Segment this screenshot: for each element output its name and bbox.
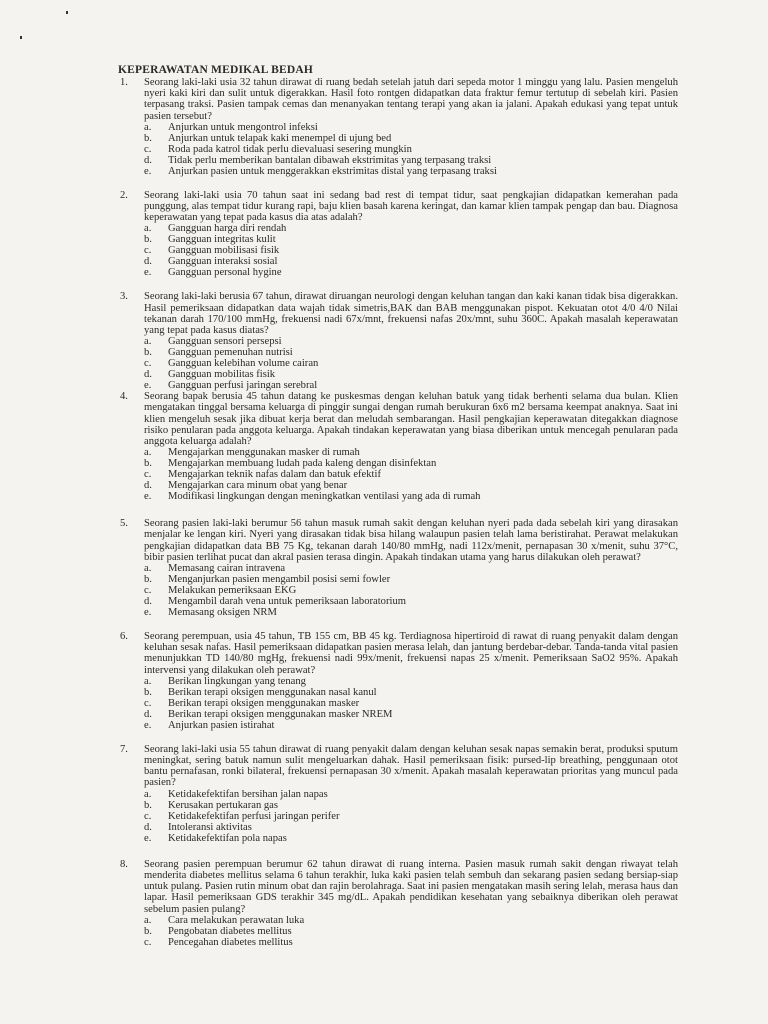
option-letter: c. bbox=[144, 585, 152, 597]
option-letter: e. bbox=[144, 491, 152, 503]
option-text: Mengajarkan teknik nafas dalam dan batuk efektif bbox=[168, 469, 381, 481]
option-letter: a. bbox=[144, 788, 152, 800]
option-letter: b. bbox=[144, 686, 152, 698]
question-text: Seorang bapak berusia 45 tahun datang ke puskesmas dengan keluhan batuk yang tidak berhenti selama dua bulan. Klien mengatakan tinggal bersama keluarga di pinggir sungai dengan rumah berukuran 6x6 m2 bersama keempat anaknya. Saat ini klien mengeluh sesak jika dibuat kerja berat dan meludah sembarangan. Hasil pengkajian keperawatan ditegakkan diagnose risiko penularan pada anggota keluarga. Apakah tindakan keperawatan yang biasa diberikan untuk mencegah penularan pada anggota keluarga adalah? bbox=[144, 391, 678, 448]
option-e bbox=[144, 380, 678, 391]
option-text: Gangguan perfusi jaringan serebral bbox=[168, 380, 318, 392]
option-c bbox=[144, 937, 678, 948]
option-text: Kerusakan pertukaran gas bbox=[168, 799, 279, 811]
question-number: 5. bbox=[120, 518, 128, 530]
option-text: Anjurkan pasien untuk menggerakkan ekstrimitas distal yang terpasang traksi bbox=[168, 165, 497, 177]
option-letter: d. bbox=[144, 480, 152, 492]
option-text: Melakukan pemeriksaan EKG bbox=[168, 585, 297, 597]
option-a bbox=[144, 676, 678, 687]
option-d bbox=[144, 480, 678, 491]
option-b bbox=[144, 800, 678, 811]
option-letter: e. bbox=[144, 832, 152, 844]
option-text: Mengajarkan membuang ludah pada kaleng dengan disinfektan bbox=[168, 458, 437, 470]
option-text: Gangguan interaksi sosial bbox=[168, 256, 278, 268]
option-b bbox=[144, 133, 678, 144]
option-e bbox=[144, 491, 678, 502]
option-letter: b. bbox=[144, 925, 152, 937]
option-text: Gangguan pemenuhan nutrisi bbox=[168, 347, 293, 359]
question-7 bbox=[118, 744, 678, 844]
answer-options bbox=[144, 223, 678, 278]
option-letter: c. bbox=[144, 697, 152, 709]
question-number: 8. bbox=[120, 858, 128, 870]
option-letter: b. bbox=[144, 132, 152, 144]
question-number: 3. bbox=[120, 291, 128, 303]
option-a bbox=[144, 563, 678, 574]
option-a bbox=[144, 447, 678, 458]
question-number: 6. bbox=[120, 631, 128, 643]
option-a bbox=[144, 336, 678, 347]
option-text: Tidak perlu memberikan bantalan dibawah ekstrimitas yang terpasang traksi bbox=[168, 154, 492, 166]
option-text: Anjurkan pasien istirahat bbox=[168, 719, 275, 731]
option-text: Ketidakefektifan perfusi jaringan perifer bbox=[168, 810, 340, 822]
option-letter: d. bbox=[144, 154, 152, 166]
option-letter: b. bbox=[144, 574, 152, 586]
option-text: Memasang cairan intravena bbox=[168, 563, 286, 575]
answer-options bbox=[144, 336, 678, 391]
option-text: Memasang oksigen NRM bbox=[168, 607, 277, 619]
option-text: Menganjurkan pasien mengambil posisi semi fowler bbox=[168, 574, 391, 586]
option-letter: a. bbox=[144, 336, 152, 348]
option-letter: a. bbox=[144, 675, 152, 687]
option-letter: d. bbox=[144, 256, 152, 268]
question-number: 7. bbox=[120, 743, 128, 755]
option-e bbox=[144, 720, 678, 731]
option-e bbox=[144, 267, 678, 278]
option-letter: e. bbox=[144, 719, 152, 731]
question-text: Seorang laki-laki usia 70 tahun saat ini sedang bad rest di tempat tidur, saat pengkajian didapatkan kemerahan pada punggung, alas tempat tidur kurang rapi, baju klien basah karena keringat, dan kamar klien tampak pengap dan bau. Diagnosa keperawatan yang tepat pada kasus dia atas adalah? bbox=[144, 189, 678, 224]
option-c bbox=[144, 469, 678, 480]
option-text: Gangguan sensori persepsi bbox=[168, 336, 282, 348]
question-number: 1. bbox=[120, 77, 128, 88]
option-text: Roda pada katrol tidak perlu dievaluasi sesering mungkin bbox=[168, 143, 412, 155]
option-d bbox=[144, 256, 678, 267]
answer-options bbox=[144, 915, 678, 948]
option-letter: c. bbox=[144, 143, 152, 155]
document-title: KEPERAWATAN MEDIKAL BEDAH bbox=[118, 64, 313, 76]
option-b bbox=[144, 234, 678, 245]
option-letter: c. bbox=[144, 469, 152, 481]
option-letter: e. bbox=[144, 380, 152, 392]
option-a bbox=[144, 122, 678, 133]
question-text: Seorang pasien perempuan berumur 62 tahun dirawat di ruang interna. Pasien masuk rumah sakit dengan riwayat telah menderita diabetes mellitus selama 6 tahun terakhir, luka kaki pasien telah sembuh dan sekarang pasien sedang bersiap-siap untuk pulang. Pasien rutin minum obat dan rajin berolahraga. Saat ini pasien mengatakan masih sering lelah, merasa haus dan lapar. Hasil pemeriksaan GDS terakhir 345 mg/dL. Apakah pendidikan kesehatan yang sebaiknya diberikan oleh perawat sebelum pasien pulang? bbox=[144, 858, 678, 915]
option-text: Modifikasi lingkungan dengan meningkatkan ventilasi yang ada di rumah bbox=[168, 491, 481, 503]
question-text: Seorang laki-laki berusia 67 tahun, dirawat diruangan neurologi dengan keluhan tangan dan kaki kanan tidak bisa digerakkan. Hasil pemeriksaan didapatkan data wajah tidak simetris,BAK dan BAB menggunakan pispot. Kekuatan otot 4/0 4/0 Nilai tekanan darah 170/100 mmHg, frekuensi nadi 67x/mnt, frekuensi nafas 20x/mnt, suhu 360C. Apakah masalah keperawatan yang tepat pada kasus diatas? bbox=[144, 291, 678, 337]
option-letter: c. bbox=[144, 245, 152, 257]
option-text: Berikan lingkungan yang tenang bbox=[168, 675, 306, 687]
option-text: Gangguan personal hygine bbox=[168, 267, 282, 279]
answer-options bbox=[144, 447, 678, 502]
option-letter: a. bbox=[144, 447, 152, 459]
document-body bbox=[118, 64, 678, 948]
answer-options bbox=[144, 676, 678, 731]
option-text: Pengobatan diabetes mellitus bbox=[168, 925, 292, 937]
option-letter: a. bbox=[144, 914, 152, 926]
question-text: Seorang laki-laki usia 32 tahun dirawat di ruang bedah setelah jatuh dari sepeda motor 1 minggu yang lalu. Pasien mengeluh nyeri kaki kiri dan sulit untuk digerakkan. Hasil foto rontgen didapatkan data fraktur femur tertutup di sebelah kiri. Pasien terpasang traksi. Pasien tampak cemas dan menanyakan tentang terapi yang akan ia jalani. Apakah edukasi yang tepat untuk pasien tersebut? bbox=[144, 77, 678, 122]
option-text: Mengambil darah vena untuk pemeriksaan laboratorium bbox=[168, 596, 406, 608]
option-text: Ketidakefektifan pola napas bbox=[168, 832, 287, 844]
option-letter: d. bbox=[144, 369, 152, 381]
option-b bbox=[144, 687, 678, 698]
option-text: Intoleransi aktivitas bbox=[168, 821, 252, 833]
option-text: Mengajarkan cara minum obat yang benar bbox=[168, 480, 348, 492]
option-letter: e. bbox=[144, 165, 152, 177]
question-text: Seorang laki-laki usia 55 tahun dirawat di ruang penyakit dalam dengan keluhan sesak napas semakin berat, produksi sputum meningkat, sering batuk namun sulit mengeluarkan dahak. Hasil pemeriksaan fisik: pursed-lip breathing, penggunaan otot bantu pernafasan, ronki bilateral, frekuensi pernapasan 30 x/menit. Apakah masalah keperawatan prioritas yang muncul pada pasien? bbox=[144, 743, 678, 789]
option-letter: a. bbox=[144, 223, 152, 235]
option-letter: e. bbox=[144, 607, 152, 619]
option-letter: e. bbox=[144, 267, 152, 279]
option-e bbox=[144, 607, 678, 618]
option-b bbox=[144, 347, 678, 358]
option-letter: b. bbox=[144, 458, 152, 470]
answer-options bbox=[144, 563, 678, 618]
option-text: Berikan terapi oksigen menggunakan masker bbox=[168, 697, 360, 709]
option-a bbox=[144, 915, 678, 926]
option-c bbox=[144, 811, 678, 822]
option-text: Gangguan kelebihan volume cairan bbox=[168, 358, 319, 370]
option-d bbox=[144, 822, 678, 833]
option-c bbox=[144, 585, 678, 596]
scan-speck bbox=[20, 36, 22, 39]
option-letter: c. bbox=[144, 358, 152, 370]
option-b bbox=[144, 574, 678, 585]
option-letter: b. bbox=[144, 234, 152, 246]
option-d bbox=[144, 155, 678, 166]
option-text: Gangguan harga diri rendah bbox=[168, 223, 287, 235]
option-d bbox=[144, 709, 678, 720]
scan-speck bbox=[66, 11, 68, 14]
question-2 bbox=[118, 190, 678, 279]
option-e bbox=[144, 166, 678, 177]
option-a bbox=[144, 789, 678, 800]
answer-options bbox=[144, 789, 678, 844]
option-e bbox=[144, 833, 678, 844]
option-letter: d. bbox=[144, 821, 152, 833]
option-text: Mengajarkan menggunakan masker di rumah bbox=[168, 447, 360, 459]
question-3 bbox=[118, 291, 678, 391]
option-letter: d. bbox=[144, 708, 152, 720]
option-b bbox=[144, 926, 678, 937]
question-6 bbox=[118, 631, 678, 731]
question-number: 2. bbox=[120, 189, 128, 201]
option-letter: c. bbox=[144, 810, 152, 822]
question-number: 4. bbox=[120, 391, 128, 403]
question-text: Seorang pasien laki-laki berumur 56 tahun masuk rumah sakit dengan keluhan nyeri pada dada sebelah kiri yang dirasakan menjalar ke lengan kiri. Nyeri yang dirasakan tidak bisa hilang walaupun pasien telah lama beristirahat. Perawat melakukan pengkajian didapatkan data BB 75 Kg, tekanan darah 140/80 mmHg, nadi 112x/menit, pernapasan 30 x/menit, suhu 37°C, bibir pasien terlihat pucat dan akral pasien terasa dingin. Apakah tindakan utama yang harus dilakukan oleh perawat? bbox=[144, 518, 678, 563]
option-letter: c. bbox=[144, 936, 152, 948]
option-c bbox=[144, 358, 678, 369]
option-text: Anjurkan untuk mengontrol infeksi bbox=[168, 121, 318, 133]
option-text: Gangguan mobilisasi fisik bbox=[168, 245, 280, 257]
answer-options bbox=[144, 122, 678, 177]
option-c bbox=[144, 245, 678, 256]
option-text: Ketidakefektifan bersihan jalan napas bbox=[168, 788, 328, 800]
question-1 bbox=[118, 77, 678, 177]
option-d bbox=[144, 596, 678, 607]
question-text: Seorang perempuan, usia 45 tahun, TB 155 cm, BB 45 kg. Terdiagnosa hipertiroid di rawat di ruang penyakit dalam dengan keluhan sesak nafas. Hasil pemeriksaan didapatkan pasien merasa lelah, dan jantung berdebar-debar. Tanda-tanda vital pasien menunjukkan TD 140/80 mgHg, frekuensi nadi 99x/menit, frekuensi napas 25 x/menit. Pemeriksaan SaO2 95%. Apakah intervensi yang dilakukan oleh perawat? bbox=[144, 631, 678, 676]
option-letter: b. bbox=[144, 799, 152, 811]
option-text: Pencegahan diabetes mellitus bbox=[168, 936, 293, 948]
option-a bbox=[144, 223, 678, 234]
option-text: Gangguan mobilitas fisik bbox=[168, 369, 276, 381]
option-b bbox=[144, 458, 678, 469]
option-letter: d. bbox=[144, 596, 152, 608]
option-letter: a. bbox=[144, 563, 152, 575]
question-5 bbox=[118, 518, 678, 618]
option-d bbox=[144, 369, 678, 380]
option-text: Gangguan integritas kulit bbox=[168, 234, 276, 246]
option-text: Cara melakukan perawatan luka bbox=[168, 914, 305, 926]
question-4 bbox=[118, 391, 678, 502]
option-letter: b. bbox=[144, 347, 152, 359]
option-c bbox=[144, 144, 678, 155]
option-letter: a. bbox=[144, 121, 152, 133]
option-c bbox=[144, 698, 678, 709]
option-text: Berikan terapi oksigen menggunakan masker NREM bbox=[168, 708, 393, 720]
option-text: Anjurkan untuk telapak kaki menempel di ujung bed bbox=[168, 132, 392, 144]
question-8 bbox=[118, 859, 678, 948]
option-text: Berikan terapi oksigen menggunakan nasal kanul bbox=[168, 686, 377, 698]
